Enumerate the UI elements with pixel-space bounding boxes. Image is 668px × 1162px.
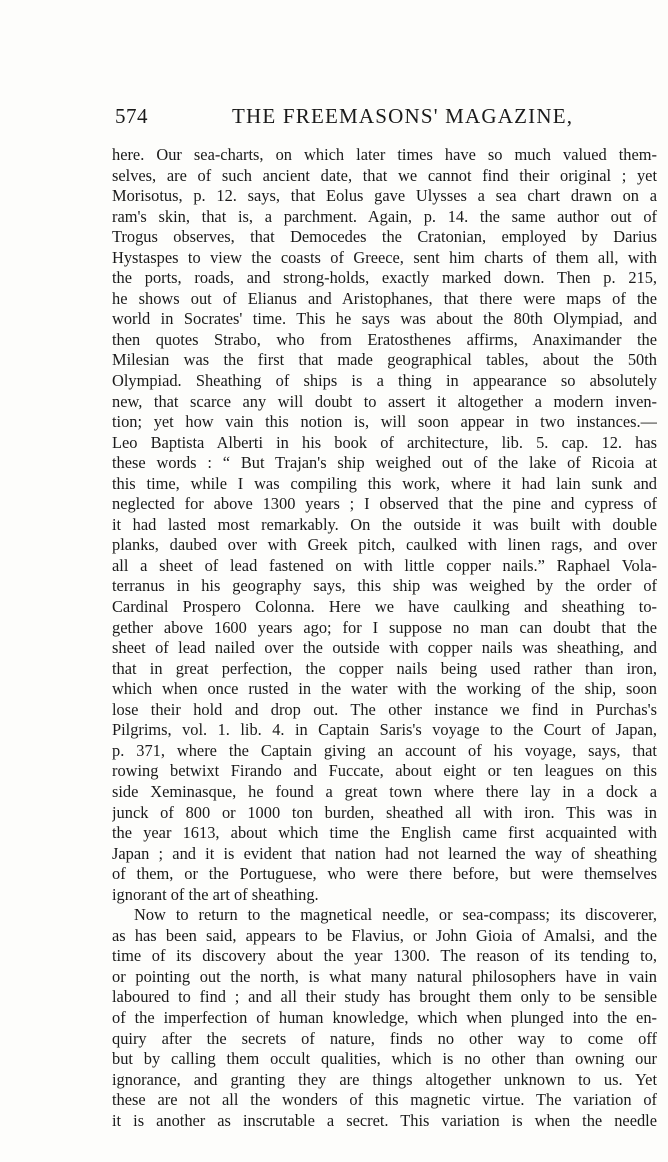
text-line: rowing betwixt Firando and Fuccate, about eight or ten leagues on this xyxy=(112,761,657,781)
text-line: which when once rusted in the water with the working of the ship, soon xyxy=(112,679,657,699)
text-line: quiry after the secrets of nature, finds no other way to come off xyxy=(112,1028,657,1048)
text-line: ignorance, and granting they are things altogether unknown to us. Yet xyxy=(112,1069,657,1089)
text-line: this time, while I was compiling this work, where it had lain sunk and xyxy=(112,473,657,493)
text-line: the ports, roads, and strong-holds, exactly marked down. Then p. 215, xyxy=(112,268,657,288)
text-line: he shows out of Elianus and Aristophanes, that there were maps of the xyxy=(112,288,657,308)
text-line: that in great perfection, the copper nails being used rather than iron, xyxy=(112,658,657,678)
text-line: time of its discovery about the year 1300. The reason of its tending to, xyxy=(112,946,657,966)
text-line: neglected for above 1300 years ; I observed that the pine and cypress of xyxy=(112,494,657,514)
page-number: 574 xyxy=(115,104,148,128)
running-head xyxy=(0,104,668,134)
text-line: gether above 1600 years ago; for I suppose no man can doubt that the xyxy=(112,617,657,637)
text-line: Pilgrims, vol. 1. lib. 4. in Captain Saris's voyage to the Court of Japan, xyxy=(112,720,657,740)
text-line: Japan ; and it is evident that nation had not learned the way of sheathing xyxy=(112,843,657,863)
text-line: Leo Baptista Alberti in his book of architecture, lib. 5. cap. 12. has xyxy=(112,432,657,452)
text-line: all a sheet of lead fastened on with little copper nails.” Raphael Vola- xyxy=(112,555,657,575)
text-line: Morisotus, p. 12. says, that Eolus gave Ulysses a sea chart drawn on a xyxy=(112,186,657,206)
text-line: of the imperfection of human knowledge, which when plunged into the en- xyxy=(112,1007,657,1027)
text-line: Now to return to the magnetical needle, or sea-compass; its discoverer, xyxy=(134,905,657,925)
text-line: p. 371, where the Captain giving an account of his voyage, says, that xyxy=(112,740,657,760)
text-line: sheet of lead nailed over the outside with copper nails was sheathing, and xyxy=(112,638,657,658)
text-line: side Xeminasque, he found a great town where there lay in a dock a xyxy=(112,781,657,801)
text-line: it had lasted most remarkably. On the outside it was built with double xyxy=(112,514,657,534)
text-line: ignorant of the art of sheathing. xyxy=(112,884,319,904)
text-line: but by calling them occult qualities, which is no other than owning our xyxy=(112,1049,657,1069)
text-line: as has been said, appears to be Flavius, or John Gioia of Amalsi, and the xyxy=(112,925,657,945)
text-line: it is another as inscrutable a secret. This variation is when the needle xyxy=(112,1110,657,1130)
text-line: lose their hold and drop out. The other instance we find in Purchas's xyxy=(112,699,657,719)
text-line: junck of 800 or 1000 ton burden, sheathed all with iron. This was in xyxy=(112,802,657,822)
text-line: these words : “ But Trajan's ship weighed out of the lake of Ricoia at xyxy=(112,453,657,473)
text-line: of them, or the Portuguese, who were there before, but were themselves xyxy=(112,864,657,884)
text-line: then quotes Strabo, who from Eratosthenes affirms, Anaximander the xyxy=(112,329,657,349)
text-line: or pointing out the north, is what many natural philosophers have in vain xyxy=(112,966,657,986)
text-line: terranus in his geography says, this ship was weighed by the order of xyxy=(112,576,657,596)
body-text xyxy=(112,145,657,1131)
text-line: planks, daubed over with Greek pitch, caulked with linen rags, and over xyxy=(112,535,657,555)
text-line: laboured to find ; and all their study has brought them only to be sensible xyxy=(112,987,657,1007)
text-line: tion; yet how vain this notion is, will soon appear in two instances.— xyxy=(112,412,657,432)
text-line: ram's skin, that is, a parchment. Again, p. 14. the same author out of xyxy=(112,206,657,226)
text-line: Cardinal Prospero Colonna. Here we have caulking and sheathing to- xyxy=(112,597,657,617)
text-line: new, that scarce any will doubt to assert it altogether a modern inven- xyxy=(112,391,657,411)
text-line: here. Our sea-charts, on which later times have so much valued them- xyxy=(112,145,657,164)
text-line: world in Socrates' time. This he says was about the 80th Olympiad, and xyxy=(112,309,657,329)
text-line: Milesian was the first that made geographical tables, about the 50th xyxy=(112,350,657,370)
text-line: these are not all the wonders of this magnetic virtue. The variation of xyxy=(112,1090,657,1110)
text-line: selves, are of such ancient date, that we cannot find their original ; yet xyxy=(112,165,657,185)
text-line: Olympiad. Sheathing of ships is a thing in appearance so absolutely xyxy=(112,371,657,391)
text-line: the year 1613, about which time the English came first acquainted with xyxy=(112,823,657,843)
text-line: Trogus observes, that Democedes the Cratonian, employed by Darius xyxy=(112,227,657,247)
journal-title: THE FREEMASONS' MAGAZINE, xyxy=(232,104,574,128)
text-line: Hystaspes to view the coasts of Greece, sent him charts of them all, with xyxy=(112,247,657,267)
